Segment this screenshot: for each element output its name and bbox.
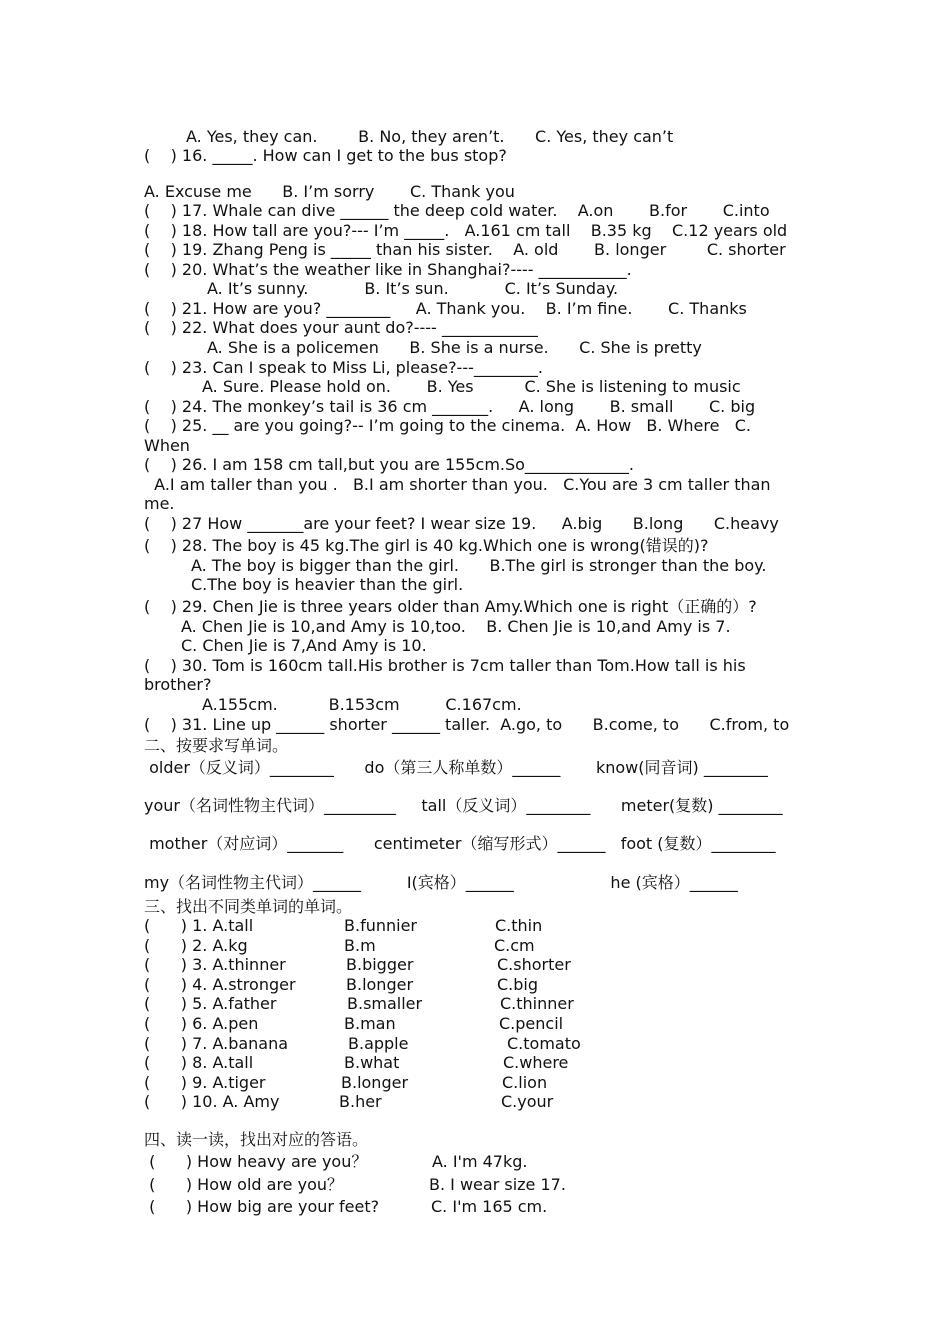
section3-option-c: C.lion <box>502 1073 548 1092</box>
section2-title: 二、按要求写单词。 <box>144 736 289 755</box>
q28-option-a: A. The boy is bigger than the girl. B.The girl is stronger than the boy. <box>191 556 767 575</box>
section3-option-c: C.tomato <box>507 1034 581 1053</box>
section3-option-c: C.pencil <box>499 1014 564 1033</box>
q17-stem: ( ) 17. Whale can dive ______ the deep cold water. A.on B.for C.into <box>144 201 770 220</box>
q26-options: A.I am taller than you . B.I am shorter than you. C.You are 3 cm taller than <box>144 475 771 494</box>
q30-stem: ( ) 30. Tom is 160cm tall.His brother is 7cm taller than Tom.How tall is his <box>144 656 746 675</box>
section3-item-label: ( ) 10. A. Amy <box>144 1092 280 1111</box>
q20-options: A. It’s sunny. B. It’s sun. C. It’s Sunday. <box>207 279 619 298</box>
section4-title: 四、读一读，找出对应的答语。 <box>144 1130 369 1149</box>
section3-option-b: B.longer <box>346 975 414 994</box>
section3-option-c: C.big <box>497 975 539 994</box>
q27-stem: ( ) 27 How _______are your feet? I wear size 19. A.big B.long C.heavy <box>144 514 779 533</box>
section3-title: 三、找出不同类单词的单词。 <box>144 897 353 916</box>
section3-item-label: ( ) 9. A.tiger <box>144 1073 266 1092</box>
q26-continuation: me. <box>144 494 175 513</box>
q22-options: A. She is a policemen B. She is a nurse. C. She is pretty <box>207 338 702 357</box>
section3-item-label: ( ) 4. A.stronger <box>144 975 296 994</box>
q28-option-c: C.The boy is heavier than the girl. <box>191 575 464 594</box>
section3-option-c: C.shorter <box>497 955 571 974</box>
section4-question: ( ) How heavy are you？ <box>144 1152 368 1171</box>
section3-option-c: C.cm <box>494 936 535 955</box>
section4-answer: A. I'm 47kg. <box>432 1152 528 1171</box>
section3-item-label: ( ) 6. A.pen <box>144 1014 259 1033</box>
section2-row: older（反义词）________ do（第三人称单数）______ know(同音词) ________ <box>144 758 768 777</box>
section3-option-b: B.what <box>344 1053 400 1072</box>
q20-stem: ( ) 20. What’s the weather like in Shanghai?---- ___________. <box>144 260 632 279</box>
q23-options: A. Sure. Please hold on. B. Yes C. She is listening to music <box>202 377 741 396</box>
section4-question: ( ) How big are your feet? <box>144 1197 380 1216</box>
section3-option-b: B.bigger <box>346 955 414 974</box>
q29-option-c: C. Chen Jie is 7,And Amy is 10. <box>181 636 427 655</box>
section3-option-b: B.her <box>339 1092 382 1111</box>
section3-item-label: ( ) 8. A.tall <box>144 1053 254 1072</box>
q25-stem: ( ) 25. __ are you going?-- I’m going to the cinema. A. How B. Where C. <box>144 416 751 435</box>
section4-answer: C. I'm 165 cm. <box>431 1197 548 1216</box>
section3-option-c: C.where <box>503 1053 569 1072</box>
section3-item-label: ( ) 5. A.father <box>144 994 277 1013</box>
section2-row: your（名词性物主代词）_________ tall（反义词）________ meter(复数) ________ <box>144 796 783 815</box>
section2-row: my（名词性物主代词）______ I(宾格）______ he (宾格）______ <box>144 873 738 892</box>
section2-row: mother（对应词）_______ centimeter（缩写形式）______ foot (复数）________ <box>144 834 776 853</box>
section4-question: ( ) How old are you？ <box>144 1175 344 1194</box>
section3-item-label: ( ) 1. A.tall <box>144 916 254 935</box>
section3-option-b: B.apple <box>348 1034 409 1053</box>
section3-item-label: ( ) 7. A.banana <box>144 1034 289 1053</box>
q21-stem: ( ) 21. How are you? ________ A. Thank you. B. I’m fine. C. Thanks <box>144 299 747 318</box>
section3-option-b: B.man <box>344 1014 396 1033</box>
section3-option-c: C.your <box>501 1092 554 1111</box>
q29-stem: ( ) 29. Chen Jie is three years older than Amy.Which one is right（正确的）? <box>144 597 757 616</box>
section3-option-b: B.m <box>344 936 376 955</box>
q16-options: A. Excuse me B. I’m sorry C. Thank you <box>144 182 515 201</box>
q25-continuation: When <box>144 436 190 455</box>
q18-stem: ( ) 18. How tall are you?--- I’m _____. A.161 cm tall B.35 kg C.12 years old <box>144 221 788 240</box>
q29-option-a: A. Chen Jie is 10,and Amy is 10,too. B. Chen Jie is 10,and Amy is 7. <box>181 617 731 636</box>
section3-option-c: C.thin <box>495 916 543 935</box>
q28-stem: ( ) 28. The boy is 45 kg.The girl is 40 kg.Which one is wrong(错误的)? <box>144 536 709 555</box>
q31-stem: ( ) 31. Line up ______ shorter ______ taller. A.go, to B.come, to C.from, to <box>144 715 790 734</box>
section3-item-label: ( ) 3. A.thinner <box>144 955 286 974</box>
q23-stem: ( ) 23. Can I speak to Miss Li, please?---________. <box>144 358 543 377</box>
q19-stem: ( ) 19. Zhang Peng is _____ than his sister. A. old B. longer C. shorter <box>144 240 786 259</box>
section3-option-b: B.funnier <box>344 916 417 935</box>
section3-option-b: B.longer <box>341 1073 409 1092</box>
section3-option-b: B.smaller <box>347 994 423 1013</box>
q22-stem: ( ) 22. What does your aunt do?---- ____________ <box>144 318 538 337</box>
section3-item-label: ( ) 2. A.kg <box>144 936 248 955</box>
q30-continuation: brother? <box>144 675 212 694</box>
q24-stem: ( ) 24. The monkey’s tail is 36 cm _______. A. long B. small C. big <box>144 397 756 416</box>
q26-stem: ( ) 26. I am 158 cm tall,but you are 155cm.So_____________. <box>144 455 635 474</box>
section4-answer: B. I wear size 17. <box>429 1175 566 1194</box>
section3-option-c: C.thinner <box>500 994 574 1013</box>
q16-stem: ( ) 16. _____. How can I get to the bus stop? <box>144 146 507 165</box>
q30-options: A.155cm. B.153cm C.167cm. <box>202 695 522 714</box>
q15-options: A. Yes, they can. B. No, they aren’t. C. Yes, they can’t <box>186 127 674 146</box>
